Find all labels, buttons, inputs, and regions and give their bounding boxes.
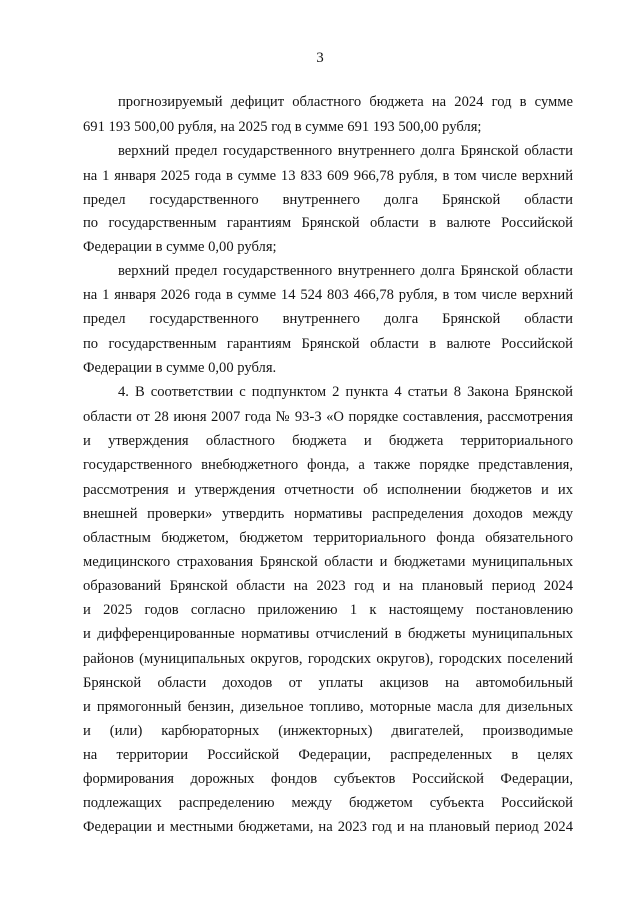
page-number: 3: [316, 50, 324, 66]
text-line: и (или) карбюраторных (инжекторных) двигателей, производимые: [83, 723, 573, 739]
text-line: по государственным гарантиям Брянской области в валюте Российской: [83, 336, 573, 352]
text-line: рассмотрения и утверждения отчетности об исполнении бюджетов и их: [83, 482, 573, 498]
text-line: и утверждения областного бюджета и бюджета территориального: [83, 433, 573, 449]
text-line: на территории Российской Федерации, распределенных в целях: [83, 747, 573, 763]
text-line: Федерации в сумме 0,00 рубля;: [83, 239, 277, 255]
text-line: и прямогонный бензин, дизельное топливо, моторные масла для дизельных: [83, 699, 573, 715]
text-line: верхний предел государственного внутреннего долга Брянской области: [118, 263, 573, 279]
text-line: подлежащих распределению между бюджетом субъекта Российской: [83, 795, 573, 811]
text-line: области от 28 июня 2007 года № 93-З «О порядке составления, рассмотрения: [83, 409, 573, 425]
text-line: предел государственного внутреннего долга Брянской области: [83, 311, 573, 327]
text-line: и дифференцированные нормативы отчислений в бюджеты муниципальных: [83, 626, 573, 642]
text-line: Федерации и местными бюджетами, на 2023 год и на плановый период 2024: [83, 819, 573, 835]
text-line: формирования дорожных фондов субъектов Российской Федерации,: [83, 771, 573, 787]
text-line: медицинского страхования Брянской области и бюджетами муниципальных: [83, 554, 573, 570]
text-line: на 1 января 2026 года в сумме 14 524 803 466,78 рубля, в том числе верхний: [83, 287, 573, 303]
text-line: 691 193 500,00 рубля, на 2025 год в сумме 691 193 500,00 рубля;: [83, 119, 482, 135]
text-line: верхний предел государственного внутреннего долга Брянской области: [118, 143, 573, 159]
text-line: областным бюджетом, бюджетом территориального фонда обязательного: [83, 530, 573, 546]
text-line: Брянской области доходов от уплаты акцизов на автомобильный: [83, 675, 573, 691]
text-line: государственного внебюджетного фонда, а также порядке представления,: [83, 457, 573, 473]
text-line: образований Брянской области на 2023 год и на плановый период 2024: [83, 578, 573, 594]
text-line: прогнозируемый дефицит областного бюджета на 2024 год в сумме: [118, 94, 573, 110]
text-line: предел государственного внутреннего долга Брянской области: [83, 192, 573, 208]
text-line: районов (муниципальных округов, городских округов), городских поселений: [83, 651, 573, 667]
text-line: по государственным гарантиям Брянской области в валюте Российской: [83, 215, 573, 231]
text-line: Федерации в сумме 0,00 рубля.: [83, 360, 277, 376]
text-line: внешней проверки» утвердить нормативы распределения доходов между: [83, 506, 573, 522]
text-line: 4. В соответствии с подпунктом 2 пункта 4 статьи 8 Закона Брянской: [118, 384, 573, 400]
text-line: и 2025 годов согласно приложению 1 к настоящему постановлению: [83, 602, 573, 618]
text-line: на 1 января 2025 года в сумме 13 833 609 966,78 рубля, в том числе верхний: [83, 168, 573, 184]
